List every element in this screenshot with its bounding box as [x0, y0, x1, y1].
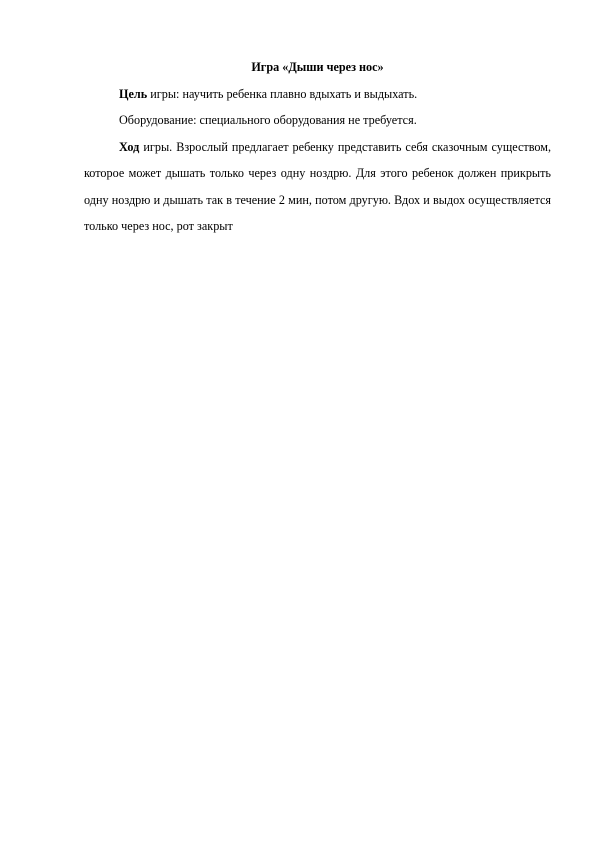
- equipment-paragraph: [84, 107, 551, 134]
- goal-paragraph: [84, 81, 551, 108]
- goal-text: игры: научить ребенка плавно вдыхать и выдыхать.: [147, 86, 418, 101]
- procedure-paragraph: [84, 134, 551, 240]
- procedure-label: Ход: [119, 139, 140, 154]
- procedure-text: игры. Взрослый предлагает ребенку представить себя сказочным существом, которое может дышать только через одну ноздрю. Для этого ребенок должен прикрыть одну ноздрю и дышать так в течение 2 мин, потом другую. Вдох и выдох осуществляется только через нос, рот закрыт: [84, 139, 551, 233]
- document-body: [84, 54, 551, 240]
- goal-label: Цель: [119, 86, 148, 101]
- document-title: Игра «Дыши через нос»: [251, 60, 384, 74]
- equipment-text: Оборудование: специального оборудования не требуется.: [119, 113, 417, 127]
